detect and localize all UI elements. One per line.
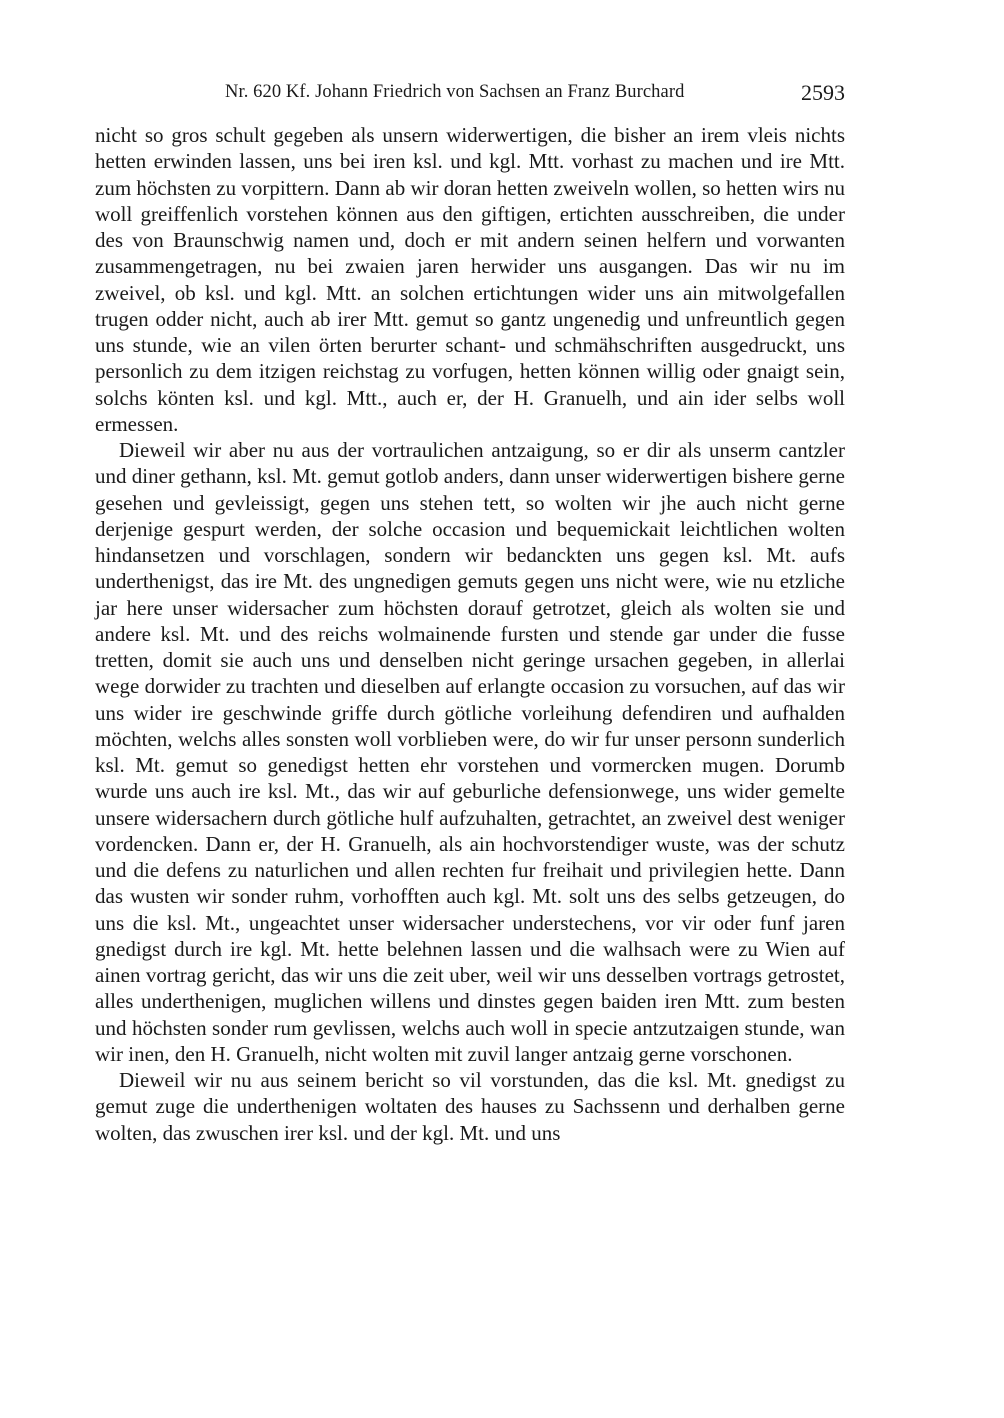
paragraph-2: Dieweil wir aber nu aus der vortraulichen antzaigung, so er dir als unserm cantzler und diner gethann, ksl. Mt. gemut gotlob anders, dann unser widerwertigen bishere gerne gesehen und gevleissigt, gegen uns stehen tett, so wolten wir jhe auch nicht gerne derjenige gespurt werden, der solche occasion und bequemickait leichtlichen wolten hindansetzen und vorschlagen, sondern wir bedanckten uns gegen ksl. Mt. aufs underthenigst, das ire Mt. des ungnedigen gemuts gegen uns nicht were, wie nu etzliche jar here unser widersacher zum höchsten dorauf getrotzet, gleich als wolten sie und andere ksl. Mt. und des reichs wolmainende fursten und stende gar under die fusse tretten, domit sie auch uns und denselben nicht geringe ursachen gegeben, in allerlai wege dorwider zu trachten und dieselben auf erlangte occasion zu vorsuchen, auf das wir uns wider ire geschwinde griffe durch götliche vorleihung defendiren und aufhalden möchten, welchs alles sonsten woll vorblieben were, do wir fur unser personn sunderlich ksl. Mt. gemut so genedigst hetten ehr vorstehen und vormercken mugen. Dorumb wurde uns auch ire ksl. Mt., das wir auf geburliche defensionwege, uns wider gemelte unsere widersachern durch götliche hulf aufzuhalten, getrachtet, an zweivel dest weniger vordencken. Dann er, der H. Granuelh, als ain hochvorstendiger wuste, was der schutz und die defens zu naturlichen und allen rechten fur freihait und privilegien hette. Dann das wusten wir sonder ruhm, vorhofften auch kgl. Mt. solt uns des selbs getzeugen, do uns die ksl. Mt., ungeachtet unser widersacher understechens, vor vir oder funf jaren gnedigst durch ire kgl. Mt. hette belehnen lassen und die walhsach were zu Wien auf ainen vortrag gericht, das wir uns die zeit uber, weil wir uns desselben vortrags getrostet, alles underthenigen, muglichen willens und dinstes gegen baiden iren Mtt. zum besten und höchsten sonder rum gevlissen, welchs auch woll in specie antzutzaigen stunde, wan wir inen, den H. Granuelh, nicht wolten mit zuvil langer antzaig gerne vorschonen. — [95, 438, 845, 1066]
paragraph-1: nicht so gros schult gegeben als unsern widerwertigen, die bisher an irem vleis nichts hetten erwinden lassen, uns bei iren ksl. und kgl. Mtt. vorhast zu machen und ire Mtt. zum höchsten zu vorpittern. Dann ab wir doran hetten zweiveln wollen, so hetten wirs nu woll greiffenlich vorstehen können aus den giftigen, ertichten ausschreiben, die under des von Braunschwig namen und, doch er mit andern seinen helfern und vorwanten zusammengetragen, nu bei zwaien jaren herwider uns ausgangen. Das wir nu im zweivel, ob ksl. und kgl. Mtt. an solchen ertichtungen wider uns ain mitwolgefallen trugen odder nicht, auch ab irer Mtt. gemut so gantz ungenedig und unfreuntlich gegen uns stunde, wie an vilen örten berurter schant- und schmähschriften ausgedruckt, uns personlich zu dem itzigen reichstag zu vorfugen, hetten können willig oder gnaigt sein, solchs könten ksl. und kgl. Mtt., auch er, der H. Granuelh, und ain ider selbs woll ermessen. — [95, 123, 845, 436]
paragraph-3: Dieweil wir nu aus seinem bericht so vil vorstunden, das die ksl. Mt. gnedigst zu gemut zuge die underthenigen woltaten des hauses zu Sachssenn und derhalben gerne wolten, das zwuschen irer ksl. und der kgl. Mt. und uns — [95, 1068, 845, 1145]
body-text — [95, 122, 845, 1146]
running-header — [95, 80, 845, 108]
page-number: 2593 — [801, 80, 845, 105]
running-title: Nr. 620 Kf. Johann Friedrich von Sachsen an Franz Burchard — [225, 82, 685, 102]
